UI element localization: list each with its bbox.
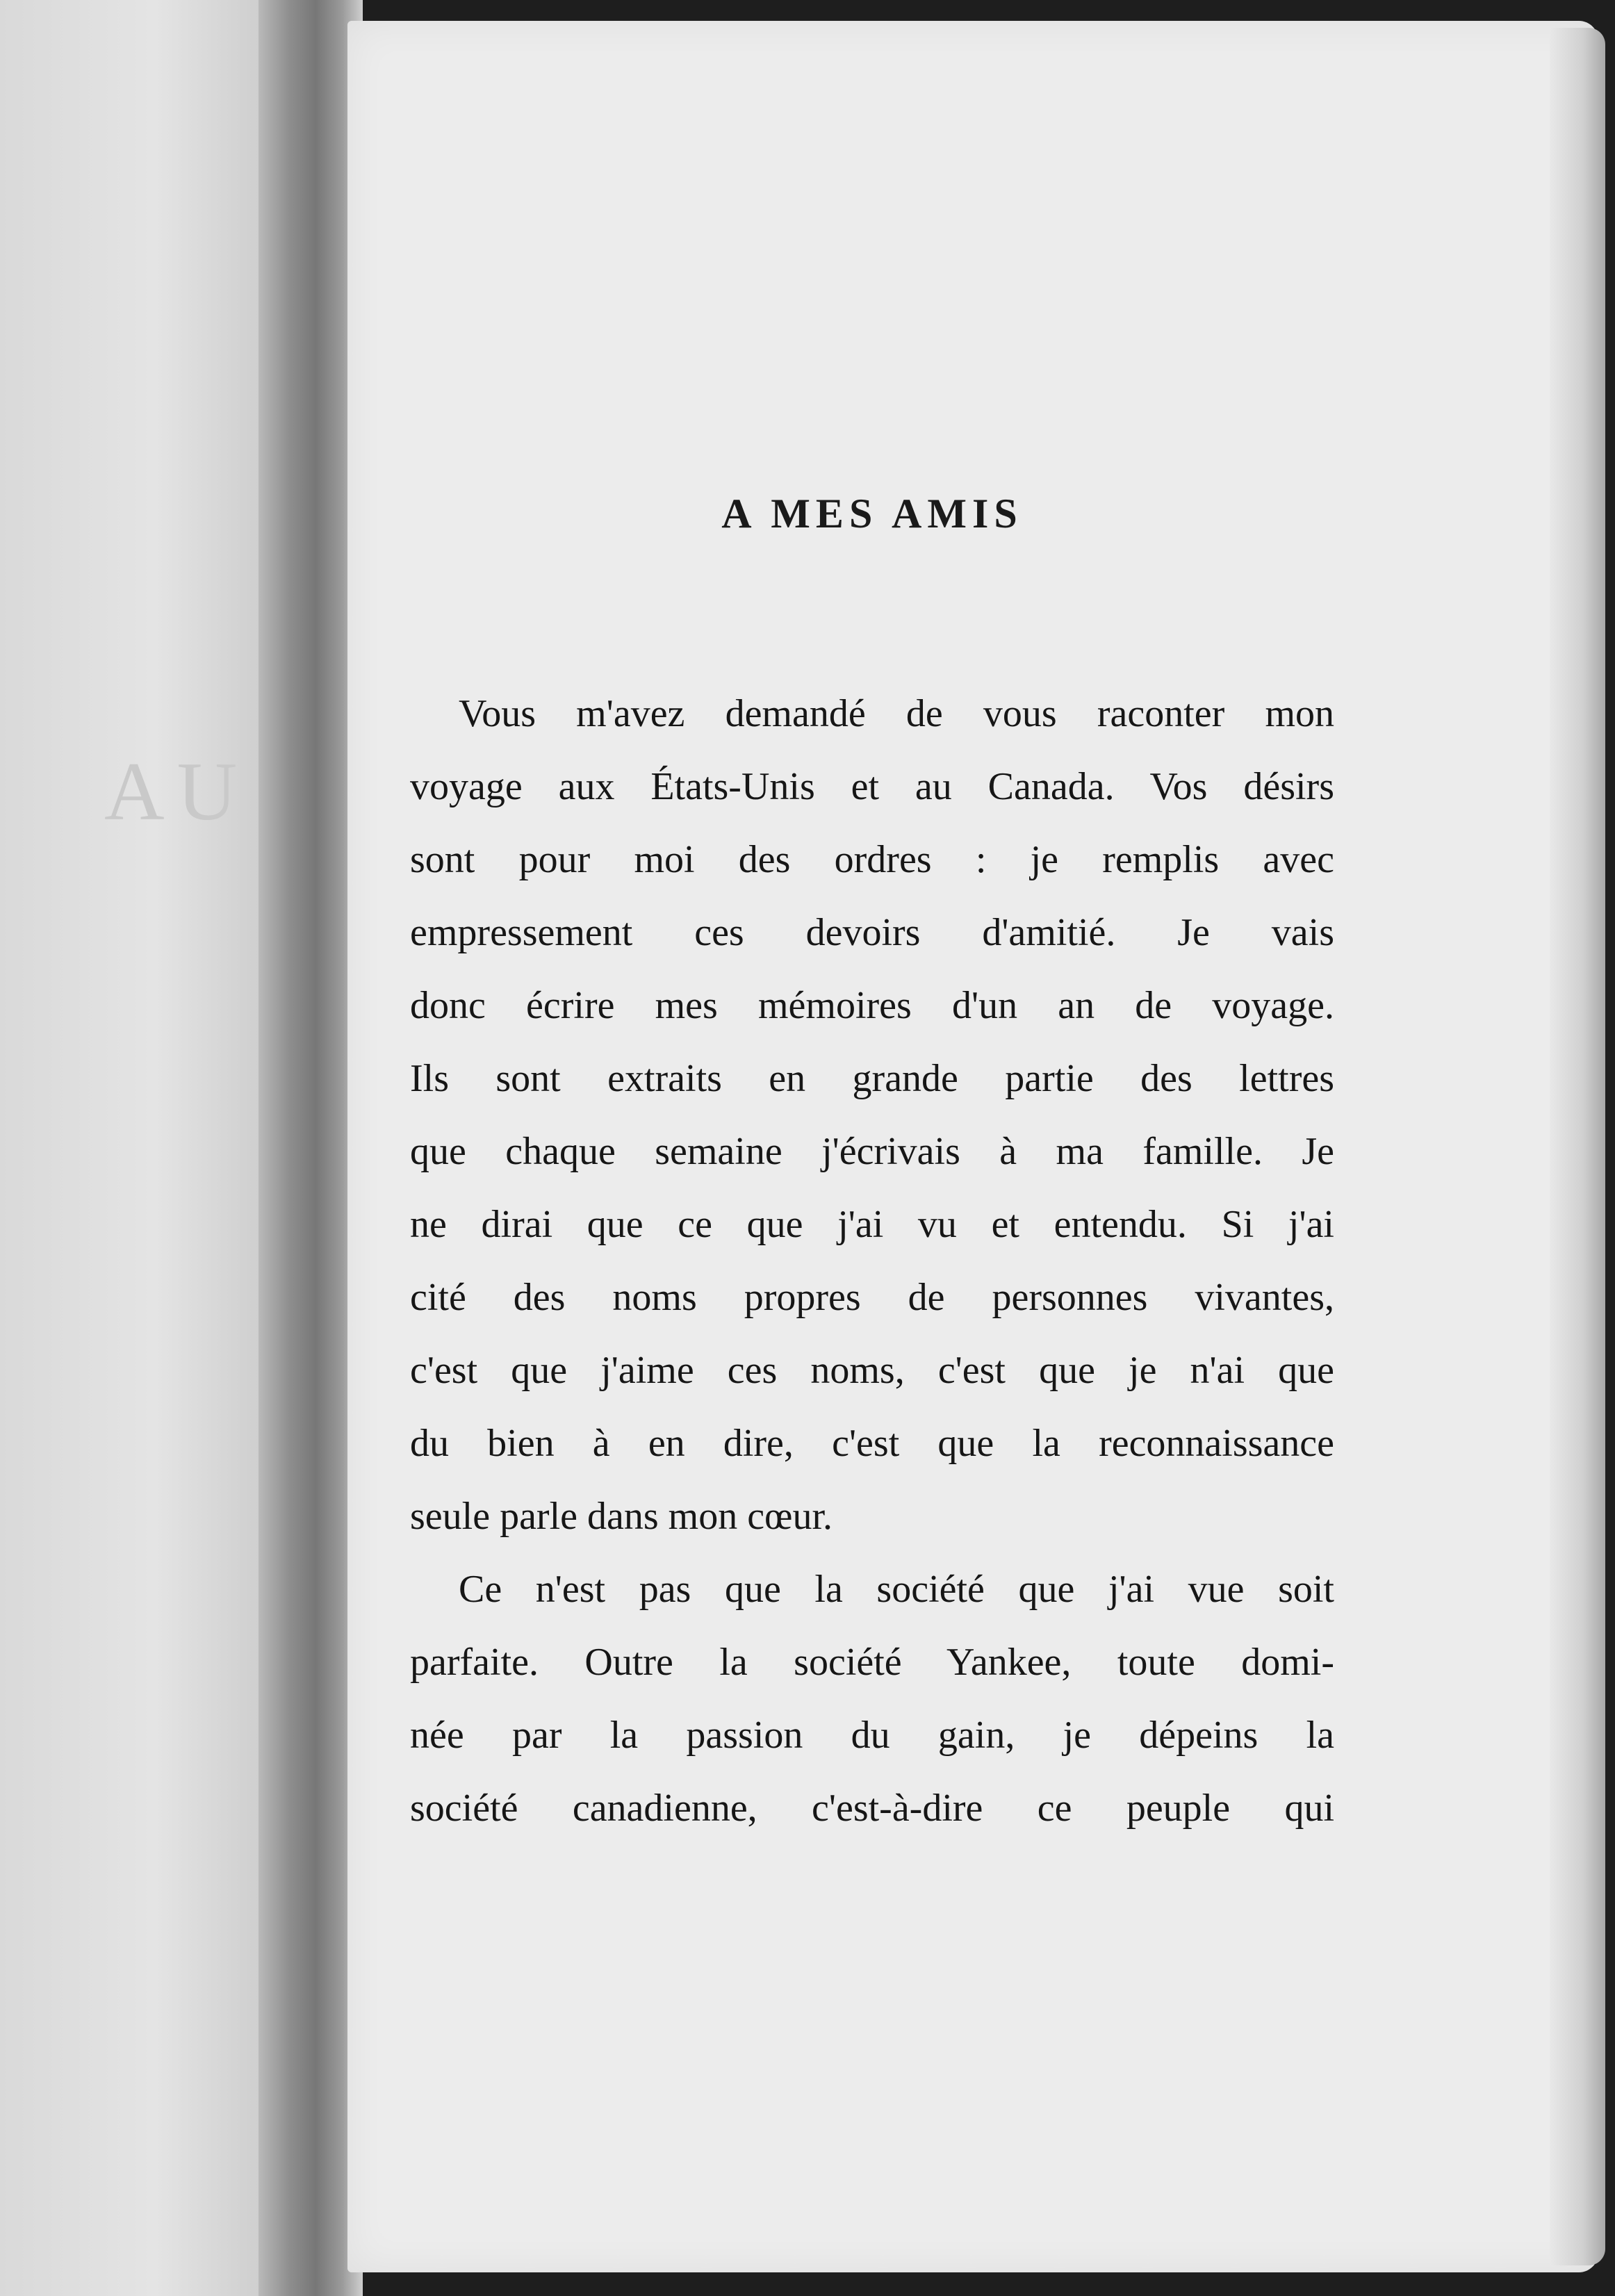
text-line: ne dirai que ce que j'ai vu et entendu. Si j'ai [410,1203,1334,1246]
text-line: Ils sont extraits en grande partie des lettres [410,1057,1334,1100]
text-line: empressement ces devoirs d'amitié. Je vais [410,911,1334,954]
page-title: A MES AMIS [721,491,1023,536]
text-line: voyage aux États-Unis et au Canada. Vos désirs [410,765,1334,808]
page-edge-shadow [1550,28,1605,2265]
paragraph-2 [410,1553,1334,1845]
text-line: seule parle dans mon cœur. [410,1495,833,1538]
text-line: c'est que j'aime ces noms, c'est que je n'ai que [410,1349,1334,1392]
text-line: née par la passion du gain, je dépeins la [410,1714,1334,1757]
paragraph-1 [410,678,1334,1553]
text-line: donc écrire mes mémoires d'un an de voyage. [410,984,1334,1027]
text-line: Vous m'avez demandé de vous raconter mon [459,692,1334,735]
text-line: cité des noms propres de personnes vivantes, [410,1276,1334,1319]
text-line: parfaite. Outre la société Yankee, toute domi- [410,1641,1334,1684]
text-line: Ce n'est pas que la société que j'ai vue soit [459,1568,1334,1611]
previous-page-edge [0,0,259,2296]
text-line: sont pour moi des ordres : je remplis avec [410,838,1334,881]
text-line: du bien à en dire, c'est que la reconnaissance [410,1422,1334,1465]
text-line: société canadienne, c'est-à-dire ce peuple qui [410,1787,1334,1830]
text-line: que chaque semaine j'écrivais à ma famille. Je [410,1130,1334,1173]
bleed-through-text: AU [104,745,250,837]
